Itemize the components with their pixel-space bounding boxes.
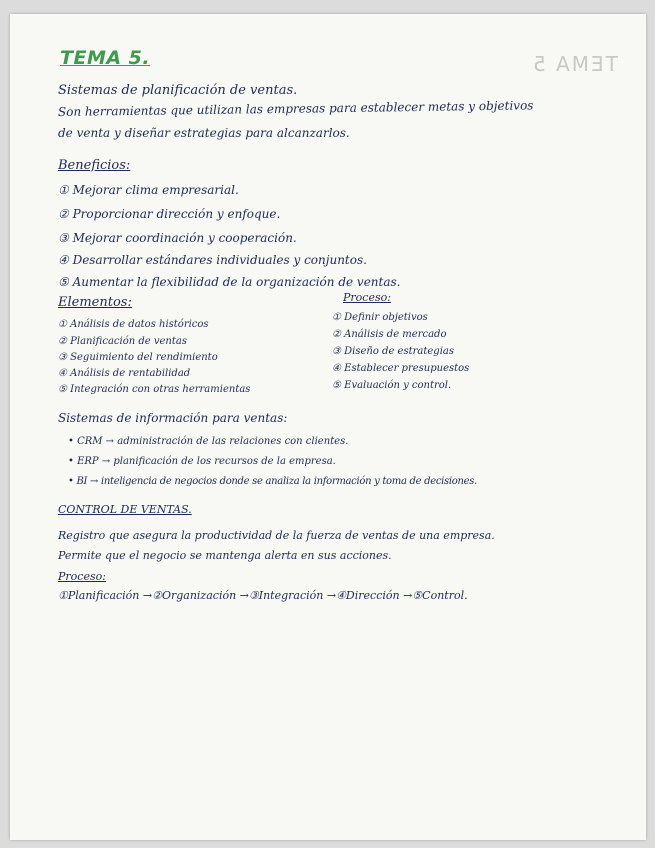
proceso-item: ③ Diseño de estrategias <box>332 346 454 357</box>
proceso-item: ① Definir objetivos <box>332 312 428 323</box>
sistema-item: • ERP → planificación de los recursos de la empresa. <box>68 456 336 467</box>
bleed-through-text: TEMA 5 <box>531 52 618 76</box>
control-proceso-label: Proceso: <box>58 570 106 583</box>
control-line-1: Registro que asegura la productividad de la fuerza de ventas de una empresa. <box>58 529 495 542</box>
elemento-item: ④ Análisis de rentabilidad <box>58 368 191 379</box>
proceso-item: ⑤ Evaluación y control. <box>332 380 452 391</box>
elementos-heading: Elementos: <box>58 295 132 310</box>
intro-line-2: de venta y diseñar estrategias para alcanzarlos. <box>58 126 350 140</box>
sistema-item: • CRM → administración de las relaciones con clientes. <box>68 436 349 447</box>
proceso-item: ④ Establecer presupuestos <box>332 363 470 374</box>
control-heading: CONTROL DE VENTAS. <box>58 503 192 516</box>
proceso-heading: Proceso: <box>343 291 391 304</box>
beneficio-item: ② Proporcionar dirección y enfoque. <box>58 207 281 221</box>
beneficio-item: ① Mejorar clima empresarial. <box>58 183 239 197</box>
beneficio-item: ⑤ Aumentar la flexibilidad de la organización de ventas. <box>58 275 401 289</box>
intro-line-1: Son herramientas que utilizan las empresas para establecer metas y objetivos <box>57 98 534 119</box>
elemento-item: ③ Seguimiento del rendimiento <box>58 352 218 363</box>
elemento-item: ⑤ Integración con otras herramientas <box>58 384 251 395</box>
beneficios-heading: Beneficios: <box>58 158 131 173</box>
sistemas-info-heading: Sistemas de información para ventas: <box>58 411 288 425</box>
control-line-2: Permite que el negocio se mantenga alerta en sus acciones. <box>58 549 392 562</box>
elemento-item: ① Análisis de datos históricos <box>58 319 209 330</box>
proceso-item: ② Análisis de mercado <box>332 329 447 340</box>
control-flow: ①Planificación →②Organización →③Integración →④Dirección →⑤Control. <box>58 589 468 602</box>
notebook-page <box>10 14 646 840</box>
page-title: TEMA 5. <box>60 47 151 69</box>
beneficio-item: ④ Desarrollar estándares individuales y conjuntos. <box>58 253 367 267</box>
intro-heading: Sistemas de planificación de ventas. <box>58 83 298 98</box>
sistema-item: • BI → inteligencia de negocios donde se analiza la información y toma de decisiones. <box>68 476 477 487</box>
beneficio-item: ③ Mejorar coordinación y cooperación. <box>58 231 297 245</box>
elemento-item: ② Planificación de ventas <box>58 336 187 347</box>
